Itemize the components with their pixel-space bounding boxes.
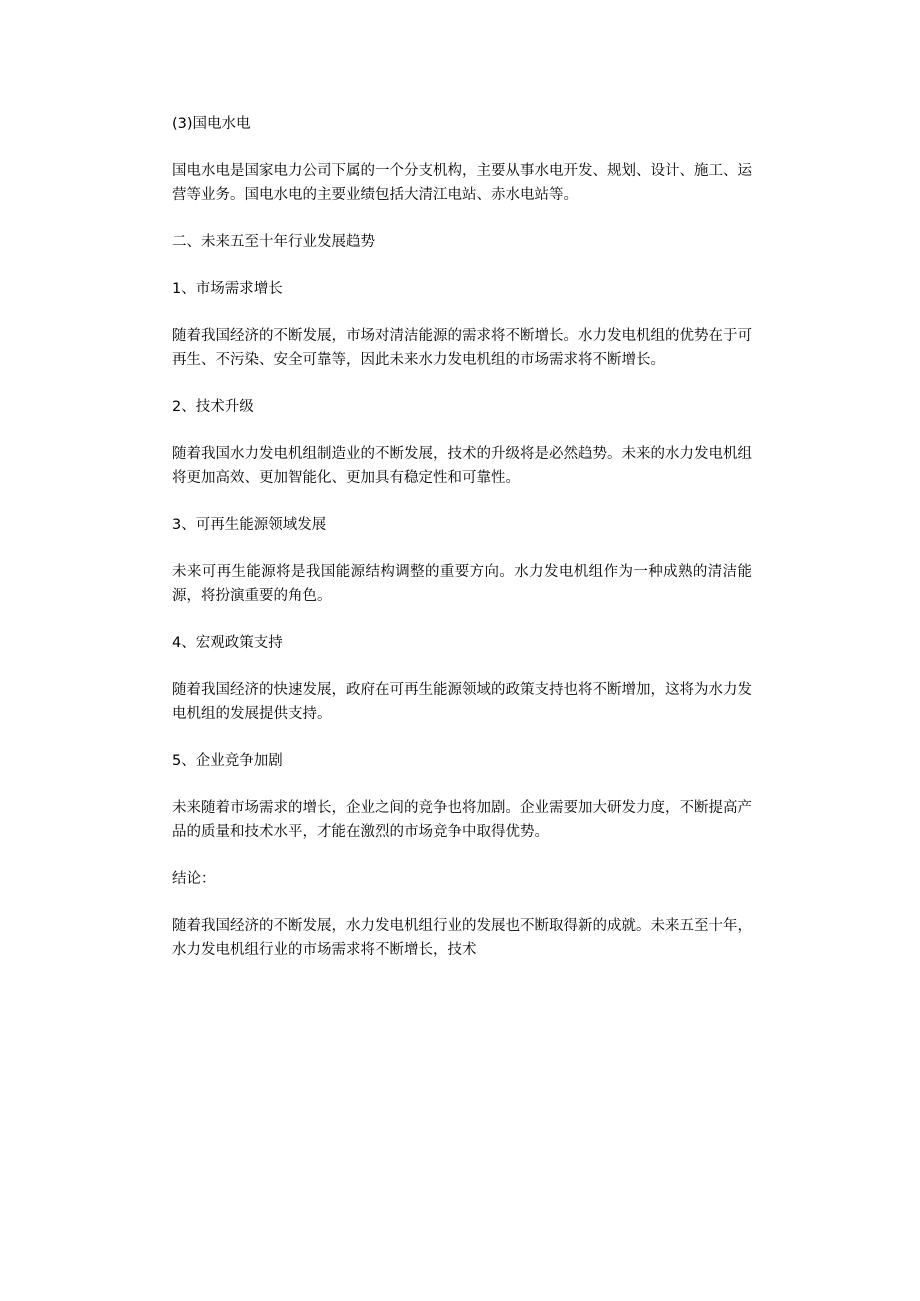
paragraph-competition: 未来随着市场需求的增长，企业之间的竞争也将加剧。企业需要加大研发力度，不断提高产品的质量和技术水平，才能在激烈的市场竞争中取得优势。	[172, 800, 752, 840]
paragraph-tech-upgrade: 随着我国水力发电机组制造业的不断发展，技术的升级将是必然趋势。未来的水力发电机组将更加高效、更加智能化、更加具有稳定性和可靠性。	[172, 446, 752, 486]
paragraph-policy: 随着我国经济的快速发展，政府在可再生能源领域的政策支持也将不断增加，这将为水力发电机组的发展提供支持。	[172, 682, 752, 722]
subheading-tech-upgrade: 2、技术升级	[172, 399, 254, 415]
section-heading-guodian-hydro: (3)国电水电	[172, 116, 251, 132]
conclusion-heading: 结论：	[172, 871, 216, 887]
section-heading-trends: 二、未来五至十年行业发展趋势	[172, 234, 375, 250]
paragraph-renewable: 未来可再生能源将是我国能源结构调整的重要方向。水力发电机组作为一种成熟的清洁能源，将扮演重要的角色。	[172, 564, 752, 604]
paragraph-guodian-hydro: 国电水电是国家电力公司下属的一个分支机构，主要从事水电开发、规划、设计、施工、运营等业务。国电水电的主要业绩包括大清江电站、赤水电站等。	[172, 163, 752, 203]
subheading-market-demand: 1、市场需求增长	[172, 281, 283, 297]
subheading-policy: 4、宏观政策支持	[172, 635, 283, 651]
paragraph-market-demand: 随着我国经济的不断发展，市场对清洁能源的需求将不断增长。水力发电机组的优势在于可再生、不污染、安全可靠等，因此未来水力发电机组的市场需求将不断增长。	[172, 328, 752, 368]
document-body	[172, 112, 752, 985]
paragraph-conclusion: 随着我国经济的不断发展，水力发电机组行业的发展也不断取得新的成就。未来五至十年，水力发电机组行业的市场需求将不断增长，技术	[172, 918, 752, 958]
subheading-renewable: 3、可再生能源领域发展	[172, 517, 327, 533]
subheading-competition: 5、企业竞争加剧	[172, 753, 283, 769]
